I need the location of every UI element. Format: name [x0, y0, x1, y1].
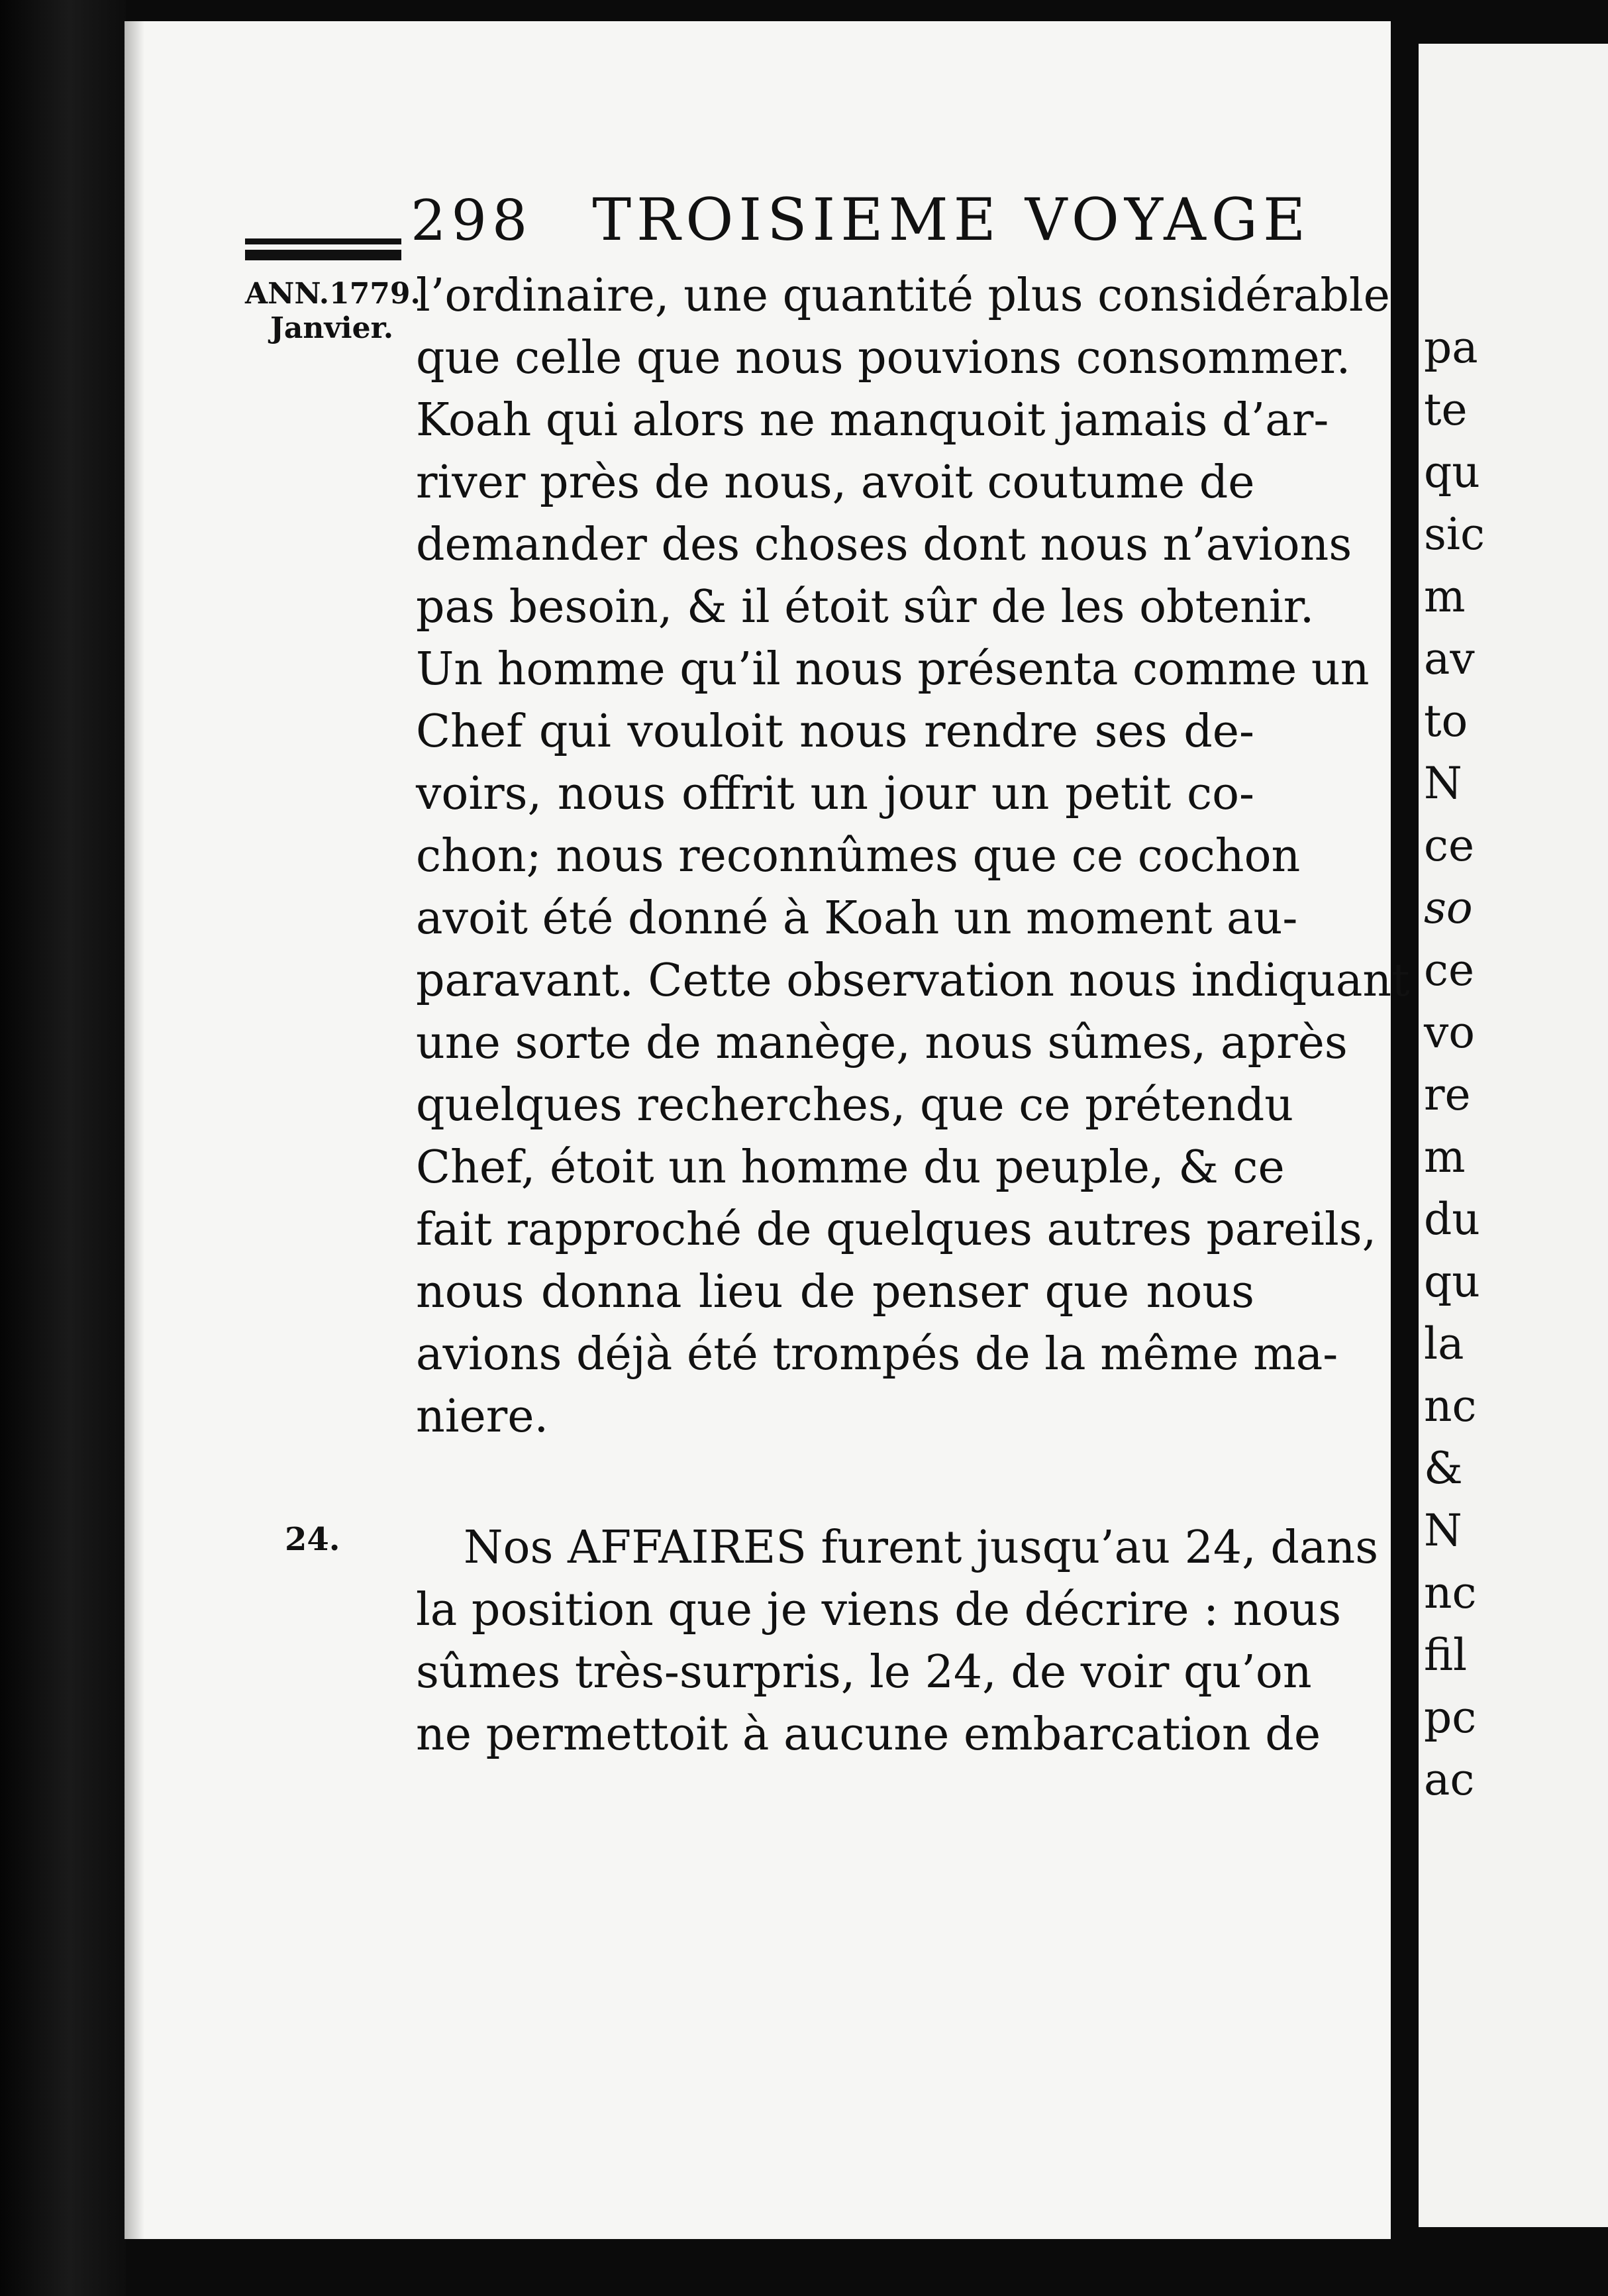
next-page-fragment: re: [1424, 1069, 1471, 1120]
next-page-fragment: du: [1424, 1194, 1480, 1245]
next-page-fragment: vo: [1424, 1007, 1476, 1058]
text-line: paravant. Cette observation nous indiquant: [416, 955, 1410, 1007]
text-line: avions déjà été trompés de la même ma-: [416, 1328, 1338, 1381]
text-line: une sorte de manège, nous sûmes, après: [416, 1017, 1348, 1069]
text-line: nous donna lieu de penser que nous: [416, 1266, 1254, 1318]
next-page-fragment: pc: [1424, 1692, 1477, 1743]
running-title: TROISIEME VOYAGE: [592, 185, 1311, 254]
next-page-fragment: ce: [1424, 820, 1475, 871]
text-line: demander des choses dont nous n’avions: [416, 519, 1352, 571]
text-line: la position que je viens de décrire : nous: [416, 1584, 1342, 1636]
header-rule-thick: [245, 250, 401, 260]
text-line: avoit été donné à Koah un moment au-: [416, 892, 1298, 945]
next-page-fragment: av: [1424, 633, 1475, 684]
next-page-fragment: to: [1424, 696, 1468, 747]
next-page-fragment: so: [1424, 882, 1473, 933]
text-line: river près de nous, avoit coutume de: [416, 456, 1255, 509]
text-line: pas besoin, & il étoit sûr de les obtenir.: [416, 581, 1315, 633]
text-line: Koah qui alors ne manquoit jamais d’ar-: [416, 394, 1329, 446]
next-page-fragment: m: [1424, 571, 1466, 622]
next-page-fragment: N: [1424, 758, 1462, 809]
next-page-fragment: ce: [1424, 945, 1475, 996]
margin-day: 24.: [285, 1521, 340, 1558]
text-line: fait rapproché de quelques autres pareils,: [416, 1204, 1377, 1256]
next-page-fragment: &: [1424, 1443, 1463, 1494]
next-page-fragment: sic: [1424, 509, 1485, 560]
text-line: l’ordinaire, une quantité plus considérable: [416, 270, 1390, 322]
text-line: chon; nous reconnûmes que ce cochon: [416, 830, 1301, 882]
margin-year: ANN.1779.: [245, 277, 421, 311]
next-page-fragment: nc: [1424, 1567, 1477, 1618]
text-line: voirs, nous offrit un jour un petit co-: [416, 768, 1254, 820]
text-line: Chef, étoit un homme du peuple, & ce: [416, 1141, 1285, 1194]
margin-month: Janvier.: [270, 311, 394, 345]
next-page-fragment: m: [1424, 1131, 1466, 1182]
page-gutter-shadow: [125, 21, 144, 2239]
next-page-fragment: te: [1424, 384, 1468, 435]
text-line: sûmes très-surpris, le 24, de voir qu’on: [416, 1646, 1312, 1698]
next-page-fragment: qu: [1424, 1256, 1480, 1307]
next-page-fragment: qu: [1424, 446, 1480, 497]
text-line: Nos AFFAIRES furent jusqu’au 24, dans: [464, 1522, 1379, 1574]
header-rule-thin: [245, 238, 401, 244]
text-line: niere.: [416, 1390, 549, 1443]
text-line: que celle que nous pouvions consommer.: [416, 332, 1351, 384]
running-head: [411, 185, 1311, 265]
page-number: 298: [411, 188, 533, 253]
next-page-fragment: fil: [1424, 1630, 1468, 1681]
next-page-fragment: ac: [1424, 1754, 1475, 1805]
next-page-fragment: la: [1424, 1318, 1464, 1369]
text-line: Un homme qu’il nous présenta comme un: [416, 643, 1370, 696]
text-line: ne permettoit à aucune embarcation de: [416, 1708, 1321, 1761]
next-page-edge: [1419, 44, 1608, 2227]
book-spine: [0, 0, 126, 2296]
next-page-fragment: N: [1424, 1505, 1462, 1556]
text-line: quelques recherches, que ce prétendu: [416, 1079, 1294, 1131]
text-line: Chef qui vouloit nous rendre ses de-: [416, 705, 1254, 758]
next-page-fragment: pa: [1424, 322, 1478, 373]
next-page-fragment: nc: [1424, 1381, 1477, 1432]
